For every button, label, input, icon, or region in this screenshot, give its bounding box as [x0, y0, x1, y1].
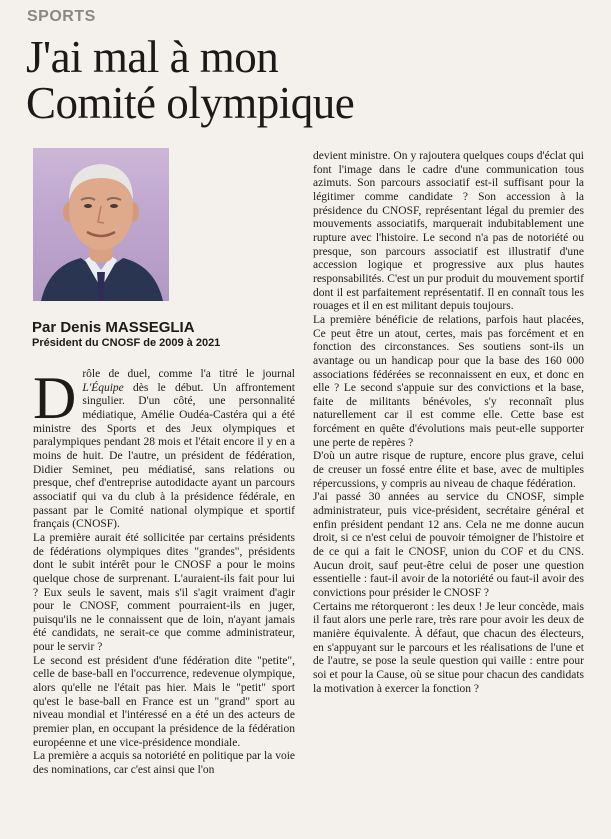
paragraph-text: rôle de duel, comme l'a titré le journal	[82, 368, 295, 380]
byline	[32, 319, 292, 349]
paragraph: La première bénéficie de relations, parfois haut placées, Ce peut être un atout, certes, mais pas forcément et en fonction des circonstances. Ses soutiens sont-ils un avantage ou un handicap pour que la base des 160 000 associations fédérées se reconnaissent en eux, et donc en elle ? Le second s'appuie sur des convictions et la base, faite de militants bénévoles, s'y reconnaît plus naturellement car il est comme elle. Cette base est forcément en quête d'évolutions mais peut-elle supporter une perte de repères ?	[313, 313, 584, 449]
headline	[26, 34, 586, 126]
headline-line-1: J'ai mal à mon	[26, 32, 279, 82]
author-photo	[33, 148, 169, 301]
article-column-2	[313, 150, 584, 696]
paragraph: D'où un autre risque de rupture, encore plus grave, celui de creuser un fossé entre élite et base, avec de multiples répercussions, y compris au niveau de chaque fédération.	[313, 450, 584, 490]
section-kicker: SPORTS	[27, 8, 96, 25]
author-name: Par Denis MASSEGLIA	[32, 319, 195, 336]
paragraph: J'ai passé 30 années au service du CNOSF, simple administrateur, puis vice-président, secrétaire général et enfin président pendant 12 ans. Cela ne me donne aucun droit, si ce n'est celui de pouvoir témoigner de l'histoire et de ce qui a fait le CNOSF, union du COF et du CNS. Aucun droit, sauf peut-être celui de poser une question essentielle : faut-il avoir de la notoriété ou faut-il avoir des convictions pour présider le CNOSF ?	[313, 491, 584, 599]
paragraph	[33, 365, 295, 532]
paragraph: Le second est président d'une fédération dite "petite", celle de base-ball en l'occurrence, redevenue olympique, alors qu'elle ne l'était pas hier. Mais le "petit" sport qu'est le base-ball en France est un "grand" sport au niveau mondial et l'intéressé en a été un des acteurs de premier plan, en occupant la présidence de la fédération européenne et une vice-présidence mondiale.	[33, 654, 295, 749]
paragraph: devient ministre. On y rajoutera quelques coups d'éclat qui font l'image dans le cadre d'une communication tous azimuts. Son parcours associatif est-il suffisant pour la légitimer comme candidate ? Son accession à la présidence du CNOSF, représentant légal du premier des mouvements associatifs, marquerait indubitablement une rupture avec l'histoire. Le second n'a pas de notoriété ou presque, son parcours associatif est illustratif d'une accession logique et progressive aux plus hautes responsabilités. C'est un pur produit du mouvement sportif dont il est parfaitement représentatif. Il en connaît tous les rouages et il en est militant depuis toujours.	[313, 150, 584, 313]
paragraph: Certains me rétorqueront : les deux ! Je leur concède, mais il faut alors une perle rare, très rare pour avoir les deux de manière équivalente. À défaut, que chacun des électeurs, en s'appuyant sur le parcours et les réalisations de l'une et de l'autre, se pose la seule question qui vaille : entre pour soi et pour la Cause, où se situe pour chacun des candidats la motivation à exercer la fonction ?	[313, 600, 584, 695]
paragraph: La première a acquis sa notoriété en politique par la voie des nominations, car c'est ainsi que l'on	[33, 750, 295, 777]
author-role: Président du CNOSF de 2009 à 2021	[32, 337, 221, 349]
paragraph-text: dès le début. Un affrontement singulier. D'un côté, une personnalité médiatique, Amélie Oudéa-Castéra qui a été ministre des Sports et des Jeux olympiques et paralympiques pendant 28 mois et l'était encore il y en a moins de huit. De l'autre, un président de fédération, Didier Seminet, peu médiatisé, sans relations ou presque, chef d'entreprise autodidacte ayant un parcours associatif qui va du club à la présidence fédérale, en passant par le Comité national olympique et sportif français (CNOSF).	[33, 381, 295, 531]
drop-cap: D	[33, 365, 77, 431]
headline-line-2: Comité olympique	[26, 78, 355, 128]
article-column-1	[33, 365, 295, 778]
newspaper-name: L'Équipe	[82, 381, 124, 394]
portrait-illustration	[33, 148, 169, 301]
paragraph: La première aurait été sollicitée par certains présidents de fédérations olympiques dites "grandes", présidents dont le subit intérêt pour le CNOSF a pour le moins quelque chose de surprenant. L'auraient-ils fait pour lui ? Eux seuls le savent, mais s'il s'agit vraiment d'agir pour le CNOSF, comment pourraient-ils en juger, puisqu'ils ne le connaissent que de loin, n'ayant jamais été candidats, ne serait-ce que comme administrateur, pour le servir ?	[33, 531, 295, 654]
